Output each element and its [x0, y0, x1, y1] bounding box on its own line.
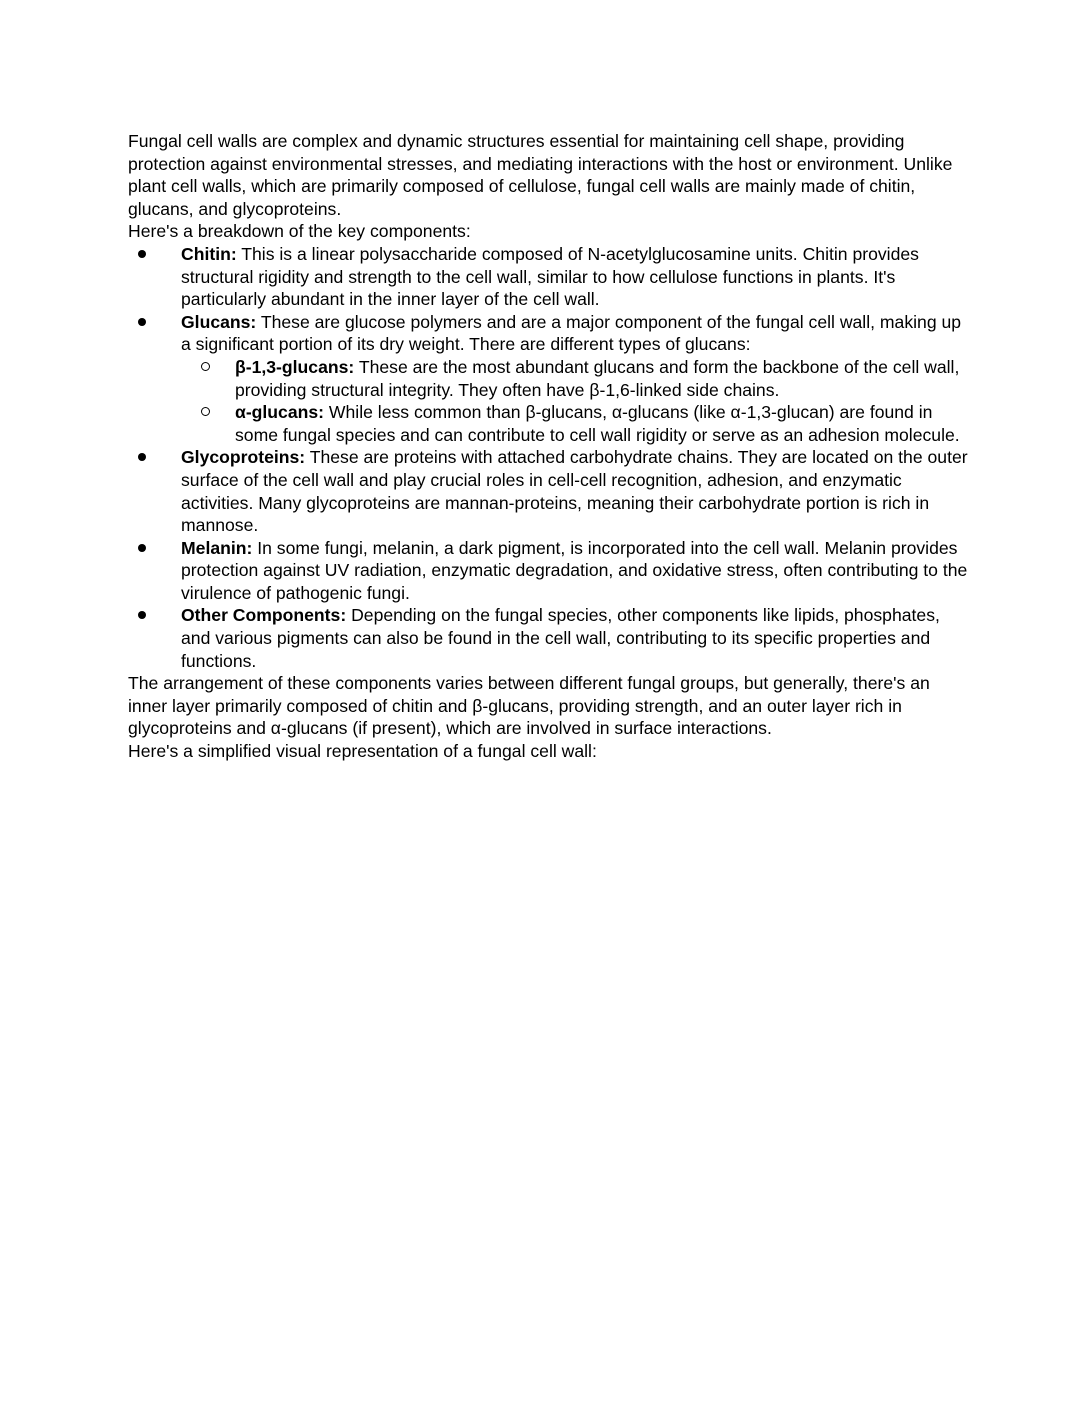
term-description: These are the most abundant glucans and form the backbone of the cell wall, providing structural integrity. They often have β-1,6-linked side chains. [235, 356, 960, 400]
term-description: These are glucose polymers and are a major component of the fungal cell wall, making up a significant portion of its dry weight. There are different types of glucans: [181, 311, 962, 355]
visual-lead: Here's a simplified visual representation of a fungal cell wall: [128, 741, 597, 762]
intro-paragraph: Fungal cell walls are complex and dynamic structures essential for maintaining cell shape, providing protection against environmental stresses, and mediating interactions with the host or environment. Unlike plant cell walls, which are primarily composed of cellulose, fungal cell walls are mainly made of chitin, glucans, and glycoproteins. [128, 131, 953, 219]
term-label: β-1,3-glucans: [235, 356, 355, 377]
term-description: This is a linear polysaccharide composed of N-acetylglucosamine units. Chitin provides structural rigidity and strength to the cell wall, similar to how cellulose functions in plants. It's particularly abundant in the inner layer of the cell wall. [181, 243, 919, 310]
term-description: Depending on the fungal species, other components like lipids, phosphates, and various pigments can also be found in the cell wall, contributing to its specific properties and functions. [181, 605, 940, 671]
term-label: Other Components: [181, 605, 347, 626]
bullet-icon [138, 446, 168, 469]
components-list [128, 243, 968, 672]
term-label: Glycoproteins: [181, 447, 306, 468]
sublist-item-alpha-glucans [181, 401, 968, 446]
circle-bullet-icon [201, 401, 231, 424]
term-description: These are proteins with attached carbohydrate chains. They are located on the outer surface of the cell wall and play crucial roles in cell-cell recognition, adhesion, and enzymatic activities. Many glycoproteins are mannan-proteins, meaning their carbohydrate portion is rich in mannose. [181, 447, 968, 536]
list-item-glucans [128, 311, 968, 447]
term-label: Chitin: [181, 243, 237, 264]
sublist-item-beta-glucans [181, 356, 968, 401]
arrangement-paragraph: The arrangement of these components varies between different fungal groups, but generally, there's an inner layer primarily composed of chitin and β-glucans, providing strength, and an outer layer rich in glycoproteins and α-glucans (if present), which are involved in surface interactions. [128, 673, 930, 739]
document-body [128, 130, 968, 763]
list-item-chitin [128, 243, 968, 311]
circle-bullet-icon [201, 356, 231, 379]
term-description: In some fungi, melanin, a dark pigment, is incorporated into the cell wall. Melanin provides protection against UV radiation, enzymatic degradation, and oxidative stress, often contributing to the virulence of pathogenic fungi. [181, 537, 968, 603]
list-item-melanin [128, 537, 968, 605]
breakdown-lead: Here's a breakdown of the key components: [128, 221, 471, 242]
glucans-sublist [181, 356, 968, 446]
bullet-icon [138, 604, 168, 627]
bullet-icon [138, 311, 168, 334]
term-description: While less common than β-glucans, α-glucans (like α-1,3-glucan) are found in some fungal species and can contribute to cell wall rigidity or serve as an adhesion molecule. [235, 402, 960, 445]
term-label: α-glucans: [235, 402, 325, 423]
bullet-icon [138, 243, 168, 266]
term-label: Glucans: [181, 311, 257, 332]
term-label: Melanin: [181, 537, 253, 558]
list-item-other-components [128, 604, 968, 672]
bullet-icon [138, 537, 168, 560]
list-item-glycoproteins [128, 446, 968, 536]
